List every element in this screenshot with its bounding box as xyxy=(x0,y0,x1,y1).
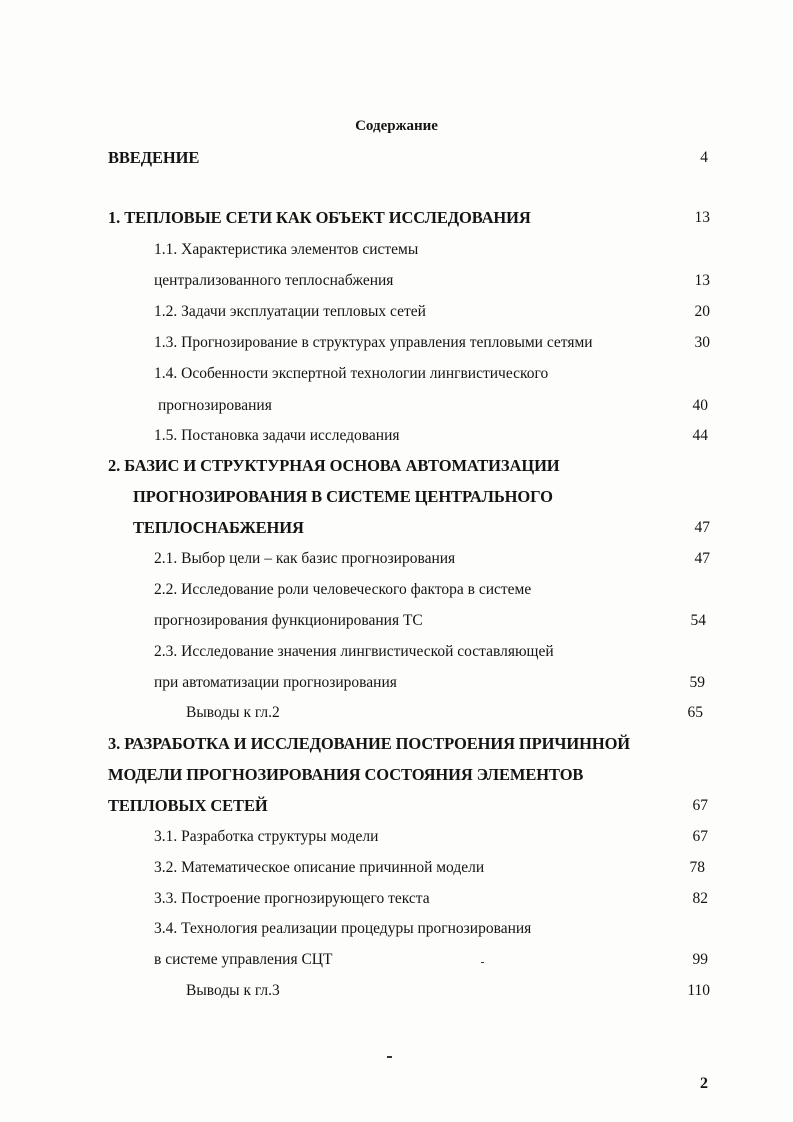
toc-entry-page: 47 xyxy=(694,519,710,536)
toc-entry-text: 2.2. Исследование роли человеческого фактора в системе xyxy=(154,581,532,598)
toc-entry-text: ПРОГНОЗИРОВАНИЯ В СИСТЕМЕ ЦЕНТРАЛЬНОГО xyxy=(133,487,553,506)
toc-entry-text: 1.1. Характеристика элементов системы xyxy=(154,241,419,258)
toc-entry-text: при автоматизации прогнозирования xyxy=(154,674,397,691)
toc-entry-text: прогнозирования функционирования ТС xyxy=(154,612,423,629)
toc-entry-page: 30 xyxy=(694,334,710,351)
page-number: 2 xyxy=(700,1075,708,1092)
toc-entry-page: 13 xyxy=(694,272,710,289)
toc-entry-page: 82 xyxy=(692,890,708,907)
toc-entry-page: 67 xyxy=(692,828,708,845)
toc-entry-text: 3. РАЗРАБОТКА И ИССЛЕДОВАНИЕ ПОСТРОЕНИЯ ПРИЧИННОЙ xyxy=(108,734,631,753)
toc-entry-page: 78 xyxy=(689,859,705,876)
toc-entry-page: 47 xyxy=(694,550,710,567)
toc-entry-text: 1.2. Задачи эксплуатации тепловых сетей xyxy=(154,303,426,320)
toc-entry-page: 110 xyxy=(687,982,710,999)
toc-entry-text: ВВЕДЕНИЕ xyxy=(108,148,200,167)
toc-entry-text: 2. БАЗИС И СТРУКТУРНАЯ ОСНОВА АВТОМАТИЗАЦИИ xyxy=(108,456,560,475)
toc-entry-page: 65 xyxy=(687,704,703,721)
toc-entry-page: 13 xyxy=(694,209,710,226)
toc-entry-text: 3.2. Математическое описание причинной модели xyxy=(154,859,485,876)
toc-entry-text: 2.1. Выбор цели – как базис прогнозирования xyxy=(154,550,456,567)
scan-speck xyxy=(481,962,484,963)
toc-entry-page: 67 xyxy=(692,797,708,814)
toc-entry-text: 1.3. Прогнозирование в структурах управления тепловыми сетями xyxy=(154,334,593,351)
toc-entry-text: МОДЕЛИ ПРОГНОЗИРОВАНИЯ СОСТОЯНИЯ ЭЛЕМЕНТОВ xyxy=(108,765,584,784)
toc-entry-text: Выводы к гл.2 xyxy=(186,704,280,721)
toc-entry-text: централизованного теплоснабжения xyxy=(154,272,394,289)
toc-entry-page: 44 xyxy=(692,427,708,444)
toc-title: Содержание xyxy=(355,118,438,134)
toc-entry-text: 1.4. Особенности экспертной технологии лингвистического xyxy=(154,365,549,382)
toc-entry-text: 1. ТЕПЛОВЫЕ СЕТИ КАК ОБЪЕКТ ИССЛЕДОВАНИЯ xyxy=(108,208,531,227)
toc-entry-page: 4 xyxy=(700,149,708,166)
toc-entry-text: в системе управления СЦТ xyxy=(154,951,333,968)
toc-entry-text: прогнозирования xyxy=(158,397,272,414)
toc-entry-text: Выводы к гл.3 xyxy=(186,982,280,999)
toc-entry-text: 3.1. Разработка структуры модели xyxy=(154,828,379,845)
scan-speck xyxy=(387,1056,392,1058)
toc-entry-page: 99 xyxy=(692,951,708,968)
toc-entry-text: 2.3. Исследование значения лингвистической составляющей xyxy=(154,643,554,660)
toc-entry-page: 59 xyxy=(689,674,705,691)
toc-entry-text: 3.3. Построение прогнозирующего текста xyxy=(154,890,430,907)
toc-entry-text: ТЕПЛОВЫХ СЕТЕЙ xyxy=(108,796,268,815)
toc-entry-text: 1.5. Постановка задачи исследования xyxy=(154,427,400,444)
toc-entry-page: 40 xyxy=(692,397,708,414)
toc-entry-page: 54 xyxy=(690,612,706,629)
toc-entry-text: ТЕПЛОСНАБЖЕНИЯ xyxy=(133,518,304,537)
toc-entry-page: 20 xyxy=(694,303,710,320)
toc-entry-text: 3.4. Технология реализации процедуры прогнозирования xyxy=(154,920,532,937)
